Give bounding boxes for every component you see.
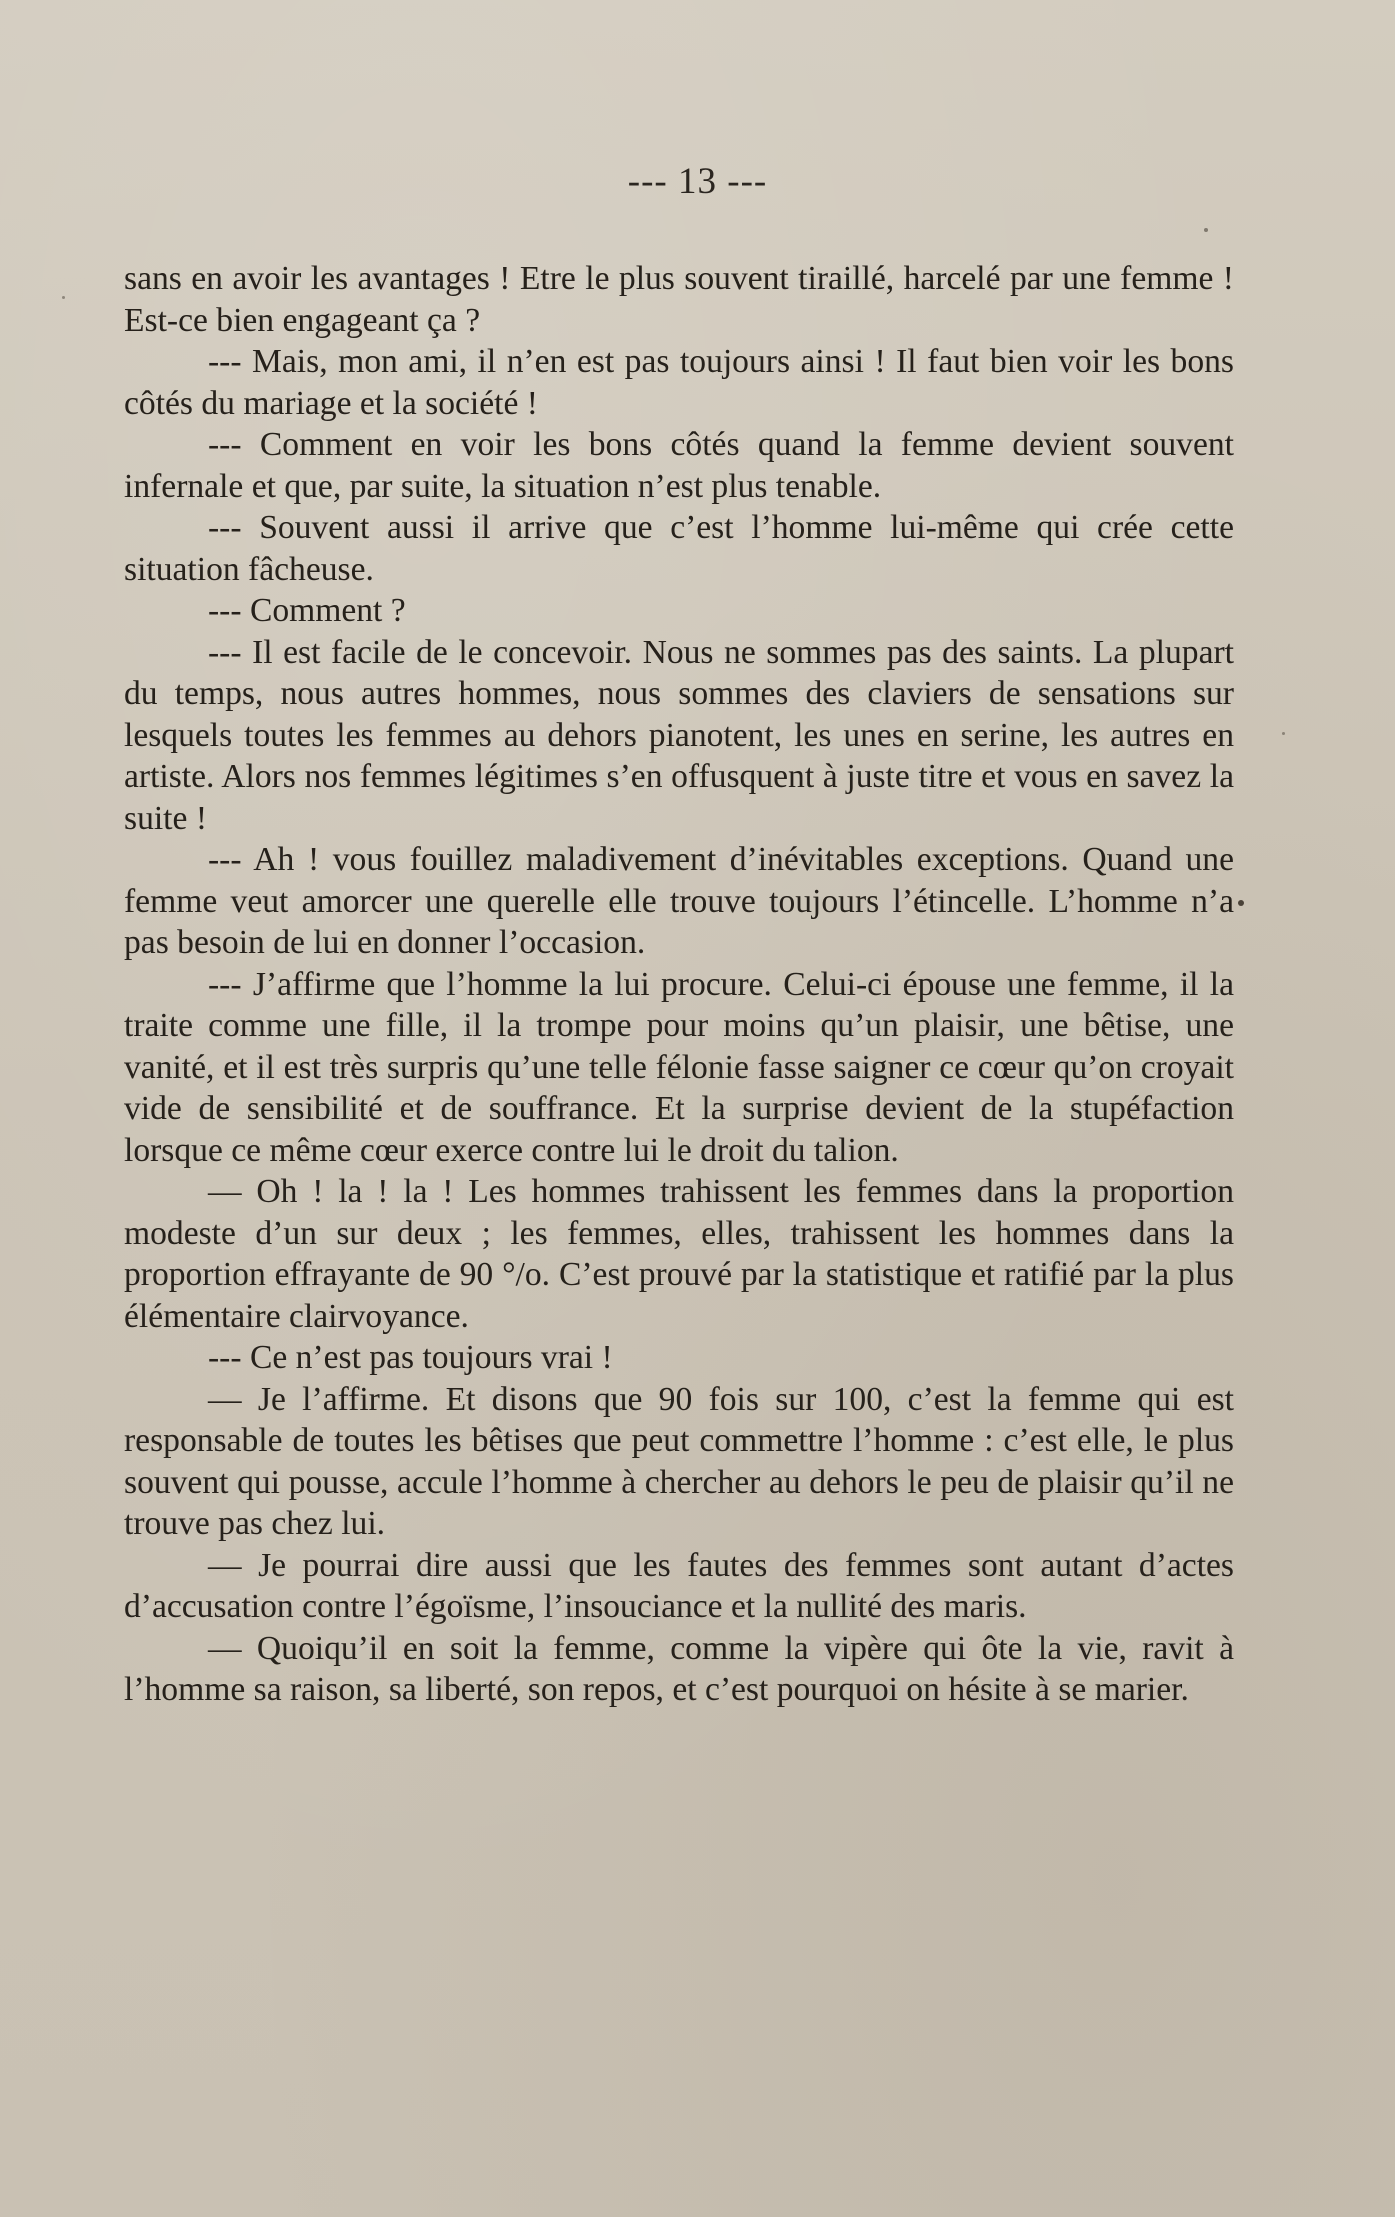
paper-speck <box>1204 228 1208 232</box>
paragraph: — Je pourrai dire aussi que les fautes des femmes sont autant d’actes d’accusation contre l’égoïsme, l’insouciance et la nullité des maris. <box>124 1546 1234 1625</box>
paragraph: --- Comment ? <box>208 592 406 629</box>
paper-speck <box>1238 900 1244 906</box>
paragraph: --- Mais, mon ami, il n’en est pas toujours ainsi ! Il faut bien voir les bons côtés du mariage et la société ! <box>124 343 1234 422</box>
paper-speck <box>62 296 65 299</box>
paragraph: --- J’affirme que l’homme la lui procure. Celui-ci épouse une femme, il la traite comme une fille, il la trompe pour moins qu’un plaisir, une bêtise, une vanité, et il est très surpris qu’une telle félonie fasse saigner ce cœur qu’on croyait vide de sensibilité et de souffrance. Et la surprise devient de la stupéfaction lorsque ce même cœur exerce contre lui le droit du talion. <box>124 965 1234 1169</box>
paragraph: sans en avoir les avantages ! Etre le plus souvent tiraillé, harcelé par une femme ! Est-ce bien engageant ça ? <box>124 260 1234 339</box>
paragraph: --- Ce n’est pas toujours vrai ! <box>208 1339 613 1376</box>
page-number: --- 13 --- <box>627 161 768 202</box>
paragraph: --- Il est facile de le concevoir. Nous ne sommes pas des saints. La plupart du temps, nous autres hommes, nous sommes des claviers de sensations sur lesquels toutes les femmes au dehors pianotent, les unes en serine, les autres en artiste. Alors nos femmes légitimes s’en offusquent à juste titre et vous en savez la suite ! <box>124 633 1234 837</box>
paragraph: --- Comment en voir les bons côtés quand la femme devient souvent infernale et que, par suite, la situation n’est plus tenable. <box>124 426 1234 505</box>
paragraph: — Quoiqu’il en soit la femme, comme la vipère qui ôte la vie, ravit à l’homme sa raison, sa liberté, son repos, et c’est pourquoi on hésite à se marier. <box>124 1629 1234 1708</box>
paragraph: --- Souvent aussi il arrive que c’est l’homme lui-même qui crée cette situation fâcheuse. <box>124 509 1234 588</box>
paragraph: — Je l’affirme. Et disons que 90 fois sur 100, c’est la femme qui est responsable de toutes les bêtises que peut commettre l’homme : c’est elle, le plus souvent qui pousse, accule l’homme à chercher au dehors le peu de plaisir qu’il ne trouve pas chez lui. <box>124 1380 1234 1542</box>
paragraph: --- Ah ! vous fouillez maladivement d’inévitables exceptions. Quand une femme veut amorcer une querelle elle trouve toujours l’étincelle. L’homme n’a pas besoin de lui en donner l’occasion. <box>124 841 1234 961</box>
page-text <box>124 258 1234 1711</box>
paragraph: — Oh ! la ! la ! Les hommes trahissent les femmes dans la proportion modeste d’un sur deux ; les femmes, elles, trahissent les hommes dans la proportion effrayante de 90 °/o. C’est prouvé par la statistique et ratifié par la plus élémentaire clairvoyance. <box>124 1173 1234 1335</box>
paper-speck <box>1282 732 1285 735</box>
